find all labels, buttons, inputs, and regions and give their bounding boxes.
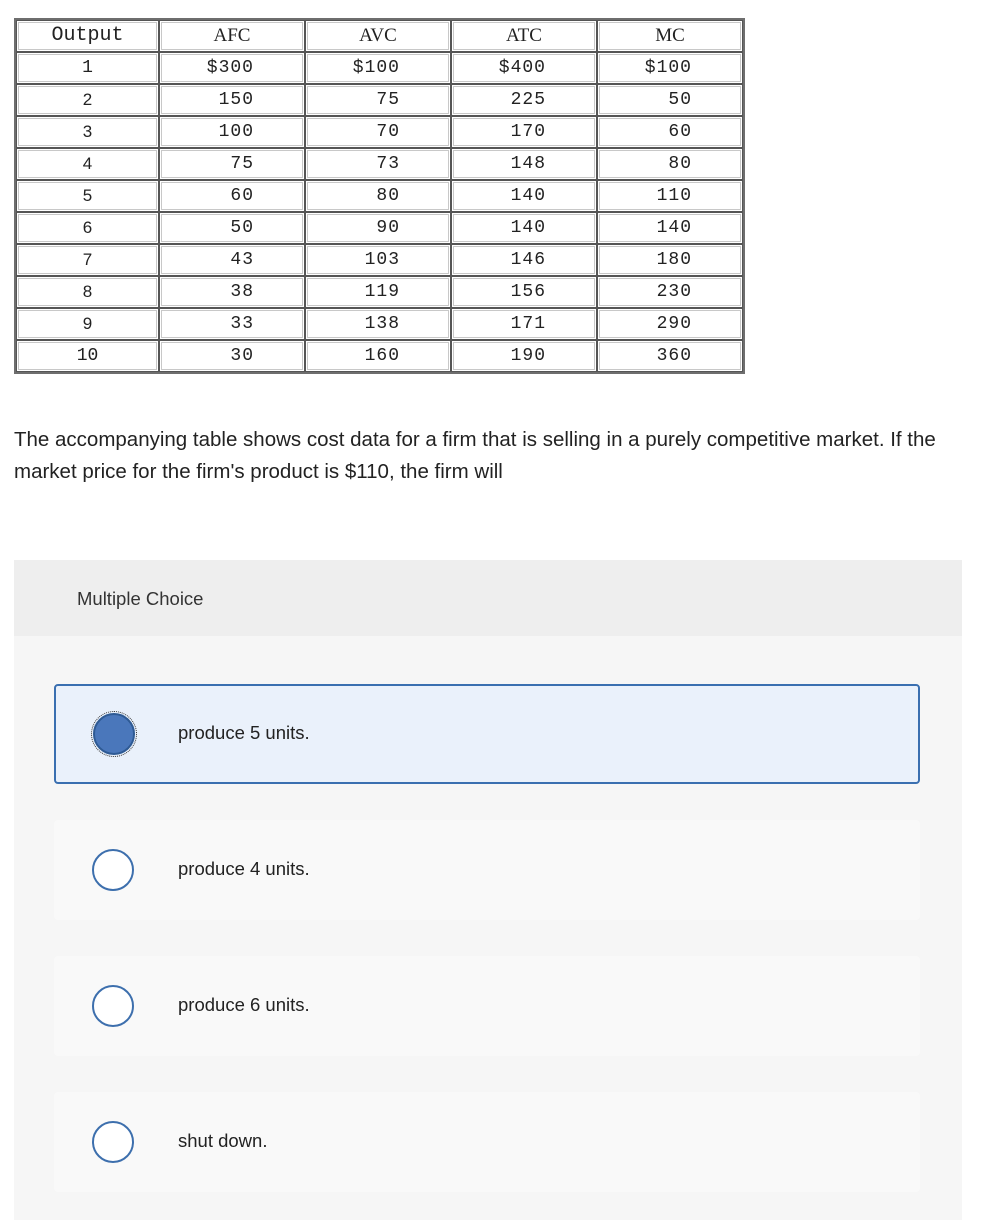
cell-atc: 170 bbox=[451, 116, 597, 148]
radio-empty-icon[interactable] bbox=[92, 1121, 134, 1163]
cell-avc: 73 bbox=[305, 148, 451, 180]
header-afc: AFC bbox=[159, 20, 305, 52]
answer-option-label: produce 6 units. bbox=[178, 994, 310, 1015]
cell-afc: $300 bbox=[159, 52, 305, 84]
cell-atc: 190 bbox=[451, 340, 597, 372]
cell-afc: 100 bbox=[159, 116, 305, 148]
cell-avc: 160 bbox=[305, 340, 451, 372]
cell-afc: 38 bbox=[159, 276, 305, 308]
cell-mc: 140 bbox=[597, 212, 743, 244]
cell-afc: 50 bbox=[159, 212, 305, 244]
question-text: The accompanying table shows cost data for a firm that is selling in a purely competitive market. If the market price for the firm's product is $110, the firm will bbox=[14, 428, 936, 483]
header-atc: ATC bbox=[451, 20, 597, 52]
header-avc: AVC bbox=[305, 20, 451, 52]
cell-output: 9 bbox=[16, 308, 159, 340]
table-row bbox=[16, 212, 743, 244]
cell-output: 1 bbox=[16, 52, 159, 84]
table-row bbox=[16, 116, 743, 148]
answer-option-produce-4[interactable] bbox=[54, 820, 920, 920]
answer-option-label: produce 5 units. bbox=[178, 722, 310, 743]
table-row bbox=[16, 84, 743, 116]
cell-atc: 148 bbox=[451, 148, 597, 180]
cell-mc: $100 bbox=[597, 52, 743, 84]
radio-empty-icon[interactable] bbox=[92, 849, 134, 891]
cell-mc: 50 bbox=[597, 84, 743, 116]
answer-option-produce-6[interactable] bbox=[54, 956, 920, 1056]
cell-afc: 60 bbox=[159, 180, 305, 212]
cell-afc: 150 bbox=[159, 84, 305, 116]
cell-mc: 360 bbox=[597, 340, 743, 372]
cell-atc: 171 bbox=[451, 308, 597, 340]
cell-mc: 110 bbox=[597, 180, 743, 212]
radio-empty-icon[interactable] bbox=[92, 985, 134, 1027]
cell-output: 3 bbox=[16, 116, 159, 148]
cell-output: 10 bbox=[16, 340, 159, 372]
multiple-choice-panel bbox=[14, 560, 962, 1220]
cell-avc: $100 bbox=[305, 52, 451, 84]
cell-mc: 230 bbox=[597, 276, 743, 308]
cell-output: 8 bbox=[16, 276, 159, 308]
radio-selected-icon[interactable] bbox=[93, 713, 135, 755]
table-row bbox=[16, 180, 743, 212]
cell-avc: 138 bbox=[305, 308, 451, 340]
cell-afc: 33 bbox=[159, 308, 305, 340]
cell-atc: $400 bbox=[451, 52, 597, 84]
cell-mc: 60 bbox=[597, 116, 743, 148]
table-row bbox=[16, 52, 743, 84]
cell-mc: 80 bbox=[597, 148, 743, 180]
table-row bbox=[16, 244, 743, 276]
cell-atc: 140 bbox=[451, 180, 597, 212]
cell-atc: 140 bbox=[451, 212, 597, 244]
cell-avc: 80 bbox=[305, 180, 451, 212]
cell-mc: 290 bbox=[597, 308, 743, 340]
answer-option-produce-5[interactable] bbox=[54, 684, 920, 784]
multiple-choice-label: Multiple Choice bbox=[77, 588, 204, 609]
table-header-row bbox=[16, 20, 743, 52]
table-row bbox=[16, 148, 743, 180]
table-row bbox=[16, 308, 743, 340]
cell-afc: 43 bbox=[159, 244, 305, 276]
cell-avc: 70 bbox=[305, 116, 451, 148]
answer-option-shut-down[interactable] bbox=[54, 1092, 920, 1192]
cell-output: 4 bbox=[16, 148, 159, 180]
cell-output: 5 bbox=[16, 180, 159, 212]
table-row bbox=[16, 276, 743, 308]
cell-atc: 156 bbox=[451, 276, 597, 308]
cell-mc: 180 bbox=[597, 244, 743, 276]
cell-avc: 119 bbox=[305, 276, 451, 308]
answer-option-label: produce 4 units. bbox=[178, 858, 310, 879]
multiple-choice-header bbox=[14, 560, 962, 636]
cell-atc: 146 bbox=[451, 244, 597, 276]
cell-atc: 225 bbox=[451, 84, 597, 116]
cell-output: 2 bbox=[16, 84, 159, 116]
header-mc: MC bbox=[597, 20, 743, 52]
cell-afc: 75 bbox=[159, 148, 305, 180]
cell-afc: 30 bbox=[159, 340, 305, 372]
cell-avc: 90 bbox=[305, 212, 451, 244]
answer-option-label: shut down. bbox=[178, 1130, 268, 1151]
header-output: Output bbox=[16, 20, 159, 52]
table-row bbox=[16, 340, 743, 372]
cell-output: 7 bbox=[16, 244, 159, 276]
cost-data-table bbox=[14, 18, 745, 374]
cell-avc: 75 bbox=[305, 84, 451, 116]
cell-avc: 103 bbox=[305, 244, 451, 276]
cell-output: 6 bbox=[16, 212, 159, 244]
